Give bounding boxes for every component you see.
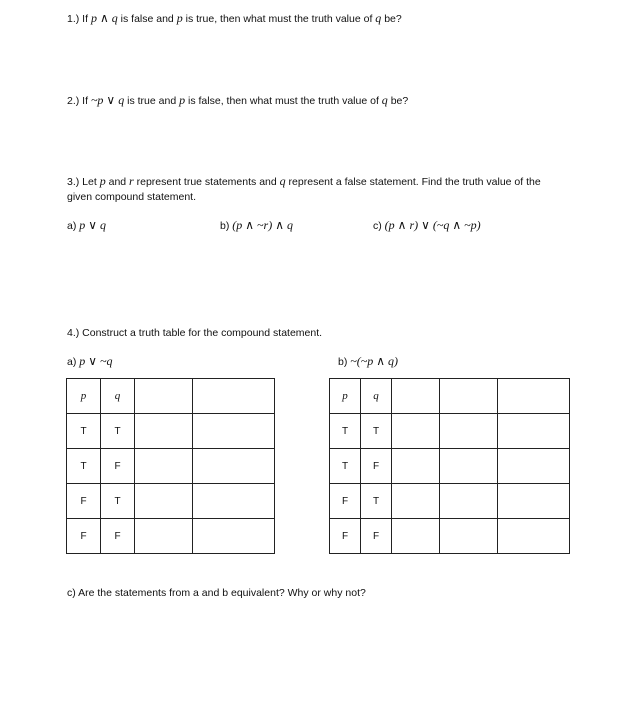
- blank-cell[interactable]: [392, 519, 440, 554]
- table-row: T T: [330, 414, 570, 449]
- header-p: p: [67, 379, 101, 414]
- q3-part-a: a) p ∨ q: [67, 218, 107, 232]
- blank-cell[interactable]: [193, 484, 275, 519]
- q4-part-b: b) ~(~p ∧ q): [338, 354, 399, 368]
- blank-cell[interactable]: [440, 519, 498, 554]
- blank-cell[interactable]: [498, 519, 570, 554]
- q1-expression: p ∧ q: [90, 11, 118, 25]
- blank-cell[interactable]: [440, 484, 498, 519]
- q2-expression: ~p ∨ q: [90, 93, 125, 107]
- q4-part-a: a) p ∨ ~q: [67, 354, 113, 368]
- blank-cell[interactable]: [498, 484, 570, 519]
- blank-cell[interactable]: [392, 414, 440, 449]
- header-q: q: [361, 379, 392, 414]
- question-3-line-1: 3.) Let p and r represent true statements and q represent a false statement. Find the truth value of the: [67, 174, 541, 188]
- blank-cell[interactable]: [498, 414, 570, 449]
- table-row: T F: [330, 449, 570, 484]
- table-row: T F: [67, 449, 275, 484]
- question-4-title: 4.) Construct a truth table for the compound statement.: [67, 327, 323, 339]
- truth-table-b: [329, 378, 570, 554]
- blank-cell[interactable]: [193, 449, 275, 484]
- table-row: F T: [67, 484, 275, 519]
- question-3-line-2: given compound statement.: [67, 191, 196, 203]
- truth-table-a: [66, 378, 275, 554]
- blank-cell[interactable]: [498, 449, 570, 484]
- blank-cell[interactable]: [135, 519, 193, 554]
- table-header-row: [67, 379, 275, 414]
- blank-cell[interactable]: [392, 379, 440, 414]
- header-p: p: [330, 379, 361, 414]
- table-row: F T: [330, 484, 570, 519]
- header-q: q: [101, 379, 135, 414]
- blank-cell[interactable]: [193, 414, 275, 449]
- blank-cell[interactable]: [392, 449, 440, 484]
- question-1: 1.) If p ∧ q is false and p is true, then what must the truth value of q be?: [67, 11, 402, 25]
- q3-part-b: b) (p ∧ ~r) ∧ q: [220, 218, 293, 232]
- blank-cell[interactable]: [135, 414, 193, 449]
- table-row: T T: [67, 414, 275, 449]
- blank-cell[interactable]: [392, 484, 440, 519]
- blank-cell[interactable]: [193, 379, 275, 414]
- blank-cell[interactable]: [135, 484, 193, 519]
- q4-part-c: c) Are the statements from a and b equivalent? Why or why not?: [67, 587, 366, 599]
- blank-cell[interactable]: [440, 414, 498, 449]
- blank-cell[interactable]: [135, 379, 193, 414]
- question-2: 2.) If ~p ∨ q is true and p is false, then what must the truth value of q be?: [67, 93, 409, 107]
- blank-cell[interactable]: [440, 379, 498, 414]
- blank-cell[interactable]: [498, 379, 570, 414]
- blank-cell[interactable]: [440, 449, 498, 484]
- table-row: F F: [67, 519, 275, 554]
- table-header-row: [330, 379, 570, 414]
- blank-cell[interactable]: [135, 449, 193, 484]
- q3-part-c: c) (p ∧ r) ∨ (~q ∧ ~p): [373, 218, 481, 232]
- blank-cell[interactable]: [193, 519, 275, 554]
- table-row: F F: [330, 519, 570, 554]
